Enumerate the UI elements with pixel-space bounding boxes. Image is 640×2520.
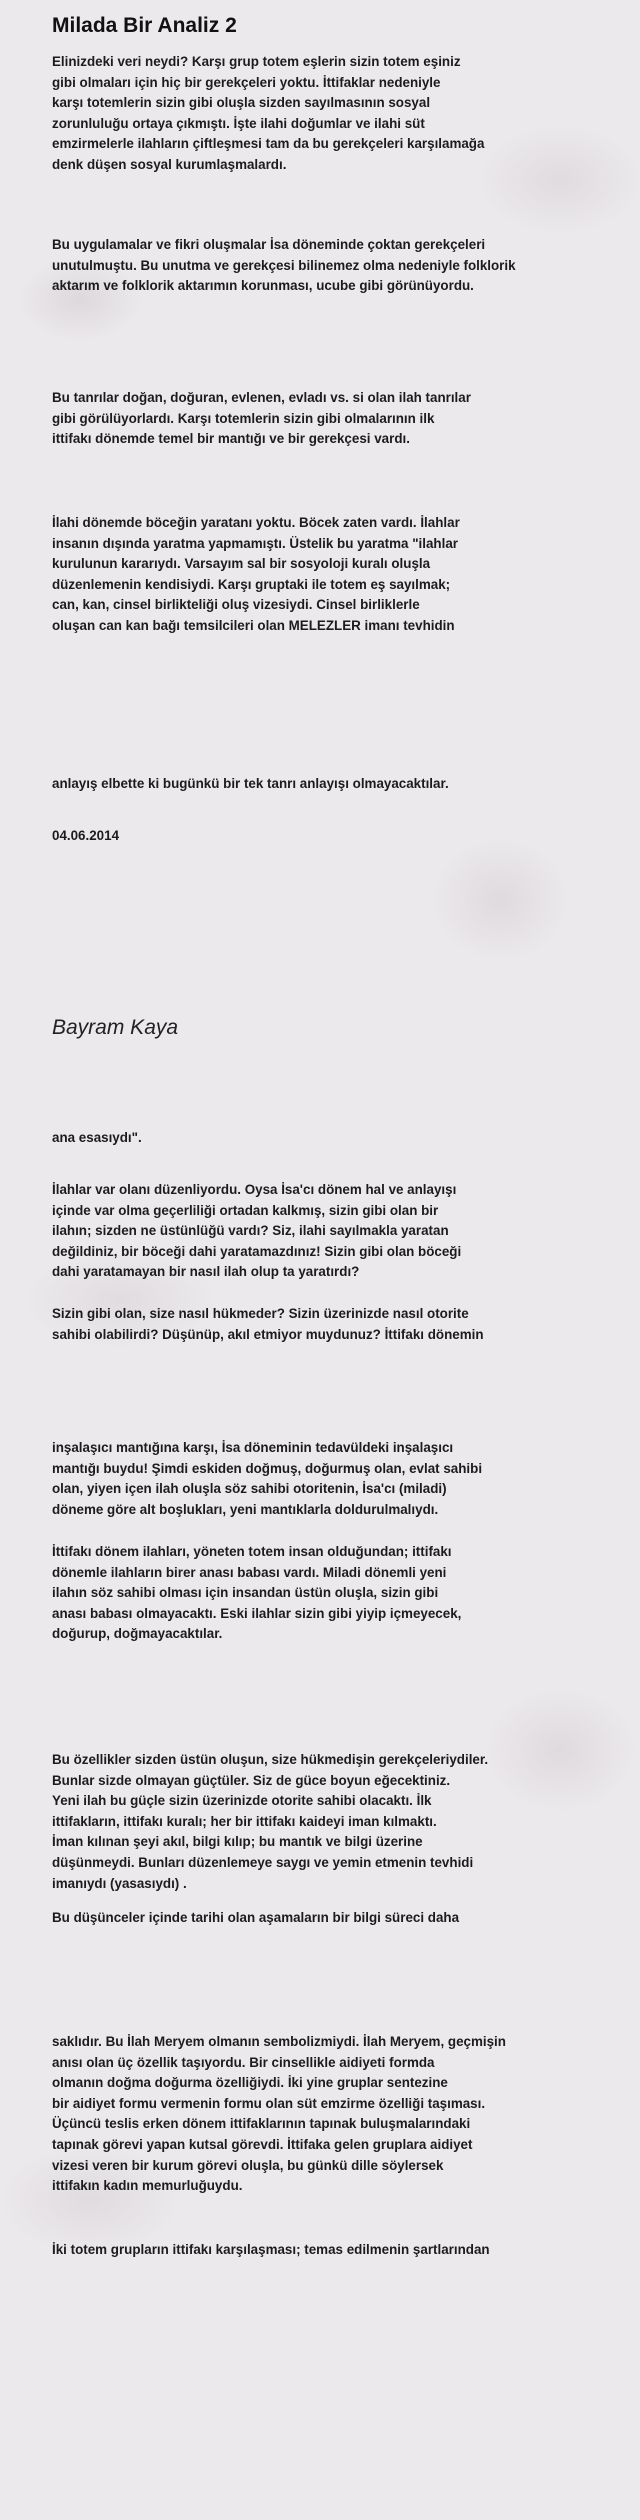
- text-line: Üçüncü teslis erken dönem ittifaklarının tapınak buluşmalarındaki: [52, 2116, 471, 2132]
- text-line: değildiniz, bir böceği dahi yaratamazdınız! Sizin gibi olan böceği: [52, 1243, 462, 1259]
- text-line: can, kan, cinsel birlikteliği oluş vizesiydi. Cinsel birliklerle: [52, 597, 420, 613]
- text-line: Bu uygulamalar ve fikri oluşmalar İsa döneminde çoktan gerekçeleri: [52, 237, 486, 252]
- author-name: Bayram Kaya: [52, 1016, 179, 1039]
- text-line: düşünmeydi. Bunları düzenlemeye saygı ve yemin etmenin tevhidi: [52, 1854, 474, 1870]
- text-line: düzenlemenin kendisiydi. Karşı gruptaki ile totem eş sayılmak;: [52, 576, 451, 592]
- text-line: dönemle ilahların birer anası babası vardı. Miladi dönemli yeni: [52, 1564, 447, 1580]
- text-line: aktarım ve folklorik aktarımın korunması, ucube gibi görünüyordu.: [52, 278, 474, 294]
- paragraph-authority: [52, 1304, 632, 1345]
- paragraph-applications: [52, 235, 632, 297]
- paragraph-thoughts: [52, 1908, 632, 1929]
- text-line: bir aidiyet formu vermenin formu olan süt emzirme özelliği taşıması.: [52, 2095, 486, 2111]
- text-line: anlayış elbette ki bugünkü bir tek tanrı anlayışı olmayacaktılar.: [52, 776, 449, 791]
- text-line: Bu özellikler sizden üstün oluşun, size hükmedişin gerekçeleriydiler.: [52, 1752, 489, 1767]
- text-line: zorunluluğu ortaya çıkmıştı. İşte ilahi doğumlar ve ilahi süt: [52, 115, 425, 131]
- paragraph-divine-era: [52, 513, 632, 637]
- text-line: anası babası olmayacaktı. Eski ilahlar sizin gibi yiyip içmeyecek,: [52, 1605, 462, 1621]
- text-line: emzirmelerle ilahların çiftleşmesi tam da bu gerekçeleri karşılamağa: [52, 136, 485, 152]
- text-line: Bu tanrılar doğan, doğuran, evlenen, evladı vs. si olan ilah tanrılar: [52, 390, 471, 405]
- text-line: ittifakı dönemde temel bir mantığı ve bir gerekçesi vardı.: [52, 431, 410, 447]
- text-line: Bu düşünceler içinde tarihi olan aşamaların bir bilgi süreci daha: [52, 1910, 460, 1925]
- paragraph-features: [52, 1750, 632, 1894]
- text-line: İlahlar var olanı düzenliyordu. Oysa İsa'cı dönem hal ve anlayışı: [52, 1182, 457, 1197]
- text-line: olan, yiyen içen ilah oluşla söz sahibi otoritenin, İsa'cı (miladi): [52, 1481, 447, 1497]
- text-line: vizesi veren bir kurum görevi oluşla, bu günkü dille söylersek: [52, 2157, 444, 2173]
- text-line: kurulunun kararıydı. Varsayım sal bir sosyoloji kuralı oluşla: [52, 556, 431, 572]
- text-line: Sizin gibi olan, size nasıl hükmeder? Sizin üzerinizde nasıl otorite: [52, 1306, 469, 1321]
- publish-date: [52, 826, 632, 847]
- text-line: imanıydı (yasasıydı) .: [52, 1875, 187, 1891]
- text-line: unutulmuştu. Bu unutma ve gerekçesi bilinemez olma nedeniyle folklorik: [52, 257, 516, 273]
- text-line: İlahi dönemde böceğin yaratanı yoktu. Böcek zaten vardı. İlahlar: [52, 515, 460, 530]
- text-line: içinde var olma geçerliliği ortadan kalkmış, sizin gibi olan bir: [52, 1202, 439, 1218]
- text-line: dahi yaratamayan bir nasıl ilah olup ta yaratırdı?: [52, 1264, 360, 1280]
- text-line: Yeni ilah bu güçle sizin üzerinizde otorite sahibi olacaktı. İlk: [52, 1793, 432, 1809]
- text-line: ilahın; sizden ne üstünlüğü vardı? Siz, ilahi sayılmakla yaratan: [52, 1223, 449, 1239]
- paragraph-organizing: [52, 1180, 632, 1283]
- text-line: ilahın söz sahibi olması için insandan üstün oluşla, sizin gibi: [52, 1585, 439, 1601]
- paragraph-gods: [52, 388, 632, 450]
- paragraph-alliance-gods: [52, 1542, 632, 1645]
- paragraph-intro: [52, 52, 632, 176]
- paragraph-last: [52, 2240, 632, 2261]
- text-line: ana esasıydı".: [52, 1130, 142, 1145]
- text-line: denk düşen sosyal kurumlaşmalardı.: [52, 156, 287, 172]
- paragraph-constructive: [52, 1438, 632, 1520]
- text-line: insanın dışında yaratma yapmamıştı. Üstelik bu yaratma "ilahlar: [52, 535, 458, 551]
- text-line: saklıdır. Bu İlah Meryem olmanın sembolizmiydi. İlah Meryem, geçmişin: [52, 2034, 506, 2049]
- text-line: İki totem grupların ittifakı karşılaşması; temas edilmenin şartlarından: [52, 2242, 490, 2257]
- text-line: ittifakların, ittifakı kuralı; her bir ittifakı kaideyi iman kılmaktı.: [52, 1813, 437, 1829]
- text-line: İttifakı dönem ilahları, yöneten totem insan olduğundan; ittifakı: [52, 1544, 452, 1559]
- text-line: karşı totemlerin sizin gibi oluşla sizden sayılmasının sosyal: [52, 95, 431, 111]
- paragraph-mary: [52, 2032, 632, 2197]
- text-line: gibi olmaları için hiç bir gerekçeleri yoktu. İttifaklar nedeniyle: [52, 74, 441, 90]
- text-line: oluşan can kan bağı temsilcileri olan MELEZLER imanı tevhidin: [52, 617, 455, 633]
- text-line: ittifakın kadın memurluğuydu.: [52, 2178, 243, 2194]
- text-line: İman kılınan şeyi akıl, bilgi kılıp; bu mantık ve bilgi üzerine: [52, 1834, 423, 1850]
- text-line: anısı olan üç özellik taşıyordu. Bir cinsellikle aidiyeti formda: [52, 2054, 435, 2070]
- text-line: gibi görülüyorlardı. Karşı totemlerin sizin gibi olmalarının ilk: [52, 410, 435, 426]
- text-line: Elinizdeki veri neydi? Karşı grup totem eşlerin sizin totem eşiniz: [52, 54, 461, 69]
- page-title: Milada Bir Analiz 2: [52, 14, 237, 37]
- text-line: döneme göre alt boşlukları, yeni mantıklarla doldurulmalıydı.: [52, 1501, 439, 1517]
- text-line: mantığı buydu! Şimdi eskiden doğmuş, doğurmuş olan, evlat sahibi: [52, 1460, 483, 1476]
- date-text: 04.06.2014: [52, 828, 120, 843]
- paragraph-monotheism: [52, 774, 632, 795]
- text-line: tapınak görevi yapan kutsal görevdi. İttifaka gelen gruplara aidiyet: [52, 2136, 473, 2152]
- text-line: inşalaşıcı mantığına karşı, İsa döneminin tedavüldeki inşalaşıcı: [52, 1440, 454, 1455]
- text-line: doğurup, doğmayacaktılar.: [52, 1626, 223, 1642]
- text-line: Bunlar sizde olmayan güçtüler. Siz de güce boyun eğecektiniz.: [52, 1772, 451, 1788]
- text-line: sahibi olabilirdi? Düşünüp, akıl etmiyor muydunuz? İttifakı dönemin: [52, 1326, 484, 1342]
- paragraph-fragment: [52, 1128, 632, 1149]
- text-line: olmanın doğma doğurma özelliğiydi. İki yine gruplar sentezine: [52, 2075, 448, 2091]
